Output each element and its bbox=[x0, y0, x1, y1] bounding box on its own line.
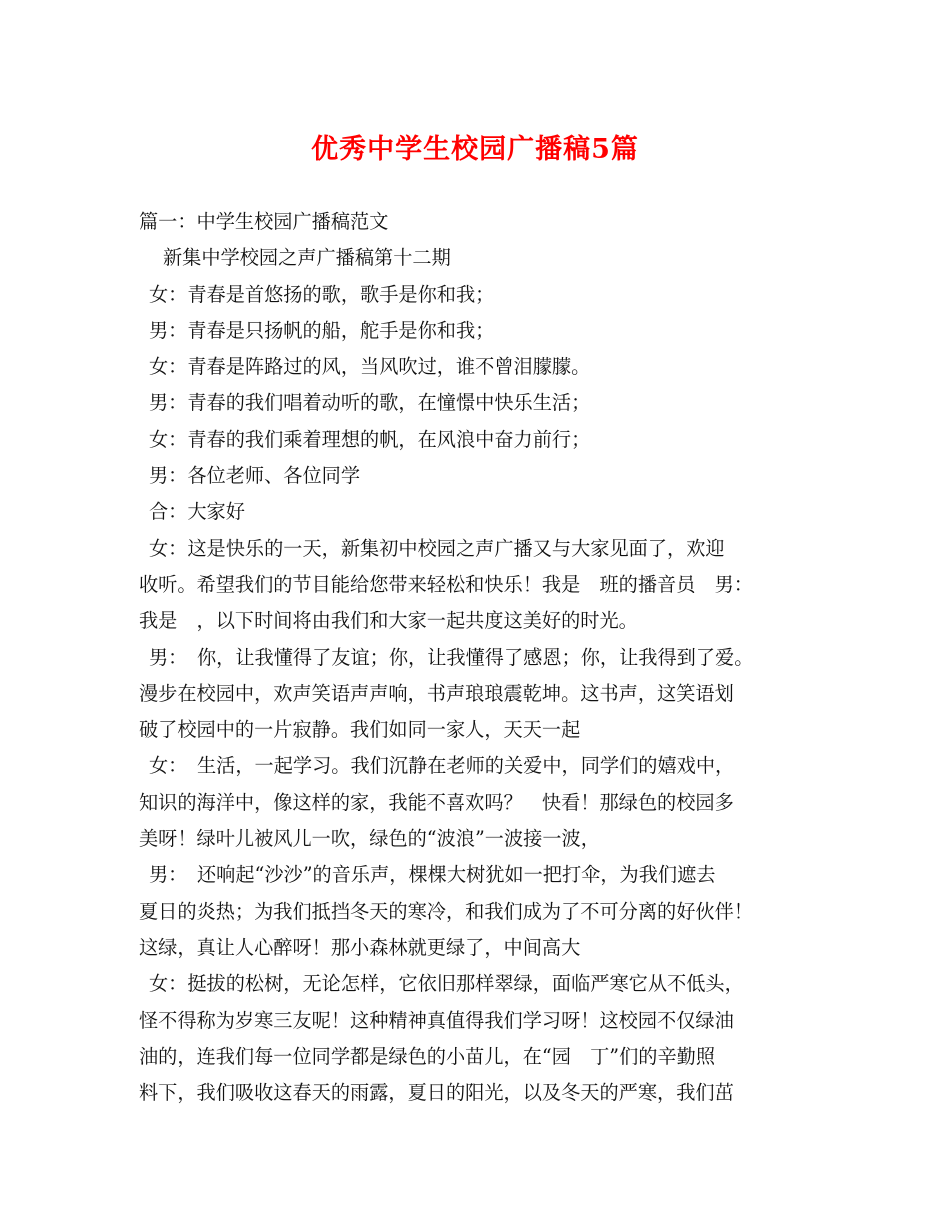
program-subtitle: 新集中学校园之声广播稿第十二期 bbox=[163, 246, 451, 270]
script-line: 女：青春的我们乘着理想的帆，在风浪中奋力前行； bbox=[149, 427, 591, 451]
script-line: 女：青春是首悠扬的歌，歌手是你和我； bbox=[149, 282, 495, 306]
script-line: 美呀！绿叶儿被风儿一吹，绿色的“波浪”一波接一波， bbox=[139, 827, 600, 851]
script-line: 漫步在校园中，欢声笑语声声响，书声琅琅震乾坤。这书声，这笑语划 bbox=[139, 681, 734, 705]
script-line: 夏日的炎热；为我们抵挡冬天的寒冷，和我们成为了不可分离的好伙伴！ bbox=[139, 899, 753, 923]
script-line: 男：青春的我们唱着动听的歌，在憧憬中快乐生活； bbox=[149, 391, 591, 415]
script-line: 女：这是快乐的一天，新集初中校园之声广播又与大家见面了，欢迎 bbox=[149, 536, 725, 560]
script-line: 女：青春是阵路过的风，当风吹过，谁不曾泪朦朦。 bbox=[149, 355, 591, 379]
section-heading: 篇一：中学生校园广播稿范文 bbox=[139, 210, 389, 233]
script-line: 收听。希望我们的节目能给您带来轻松和快乐！我是 班的播音员 男： bbox=[139, 572, 753, 596]
document-body bbox=[139, 204, 819, 1111]
script-line: 料下，我们吸收这春天的雨露，夏日的阳光，以及冬天的严寒，我们茁 bbox=[139, 1081, 734, 1105]
script-line: 怪不得称为岁寒三友呢！这种精神真值得我们学习呀！这校园不仅绿油 bbox=[139, 1008, 734, 1032]
script-line: 合：大家好 bbox=[149, 500, 245, 524]
script-line: 我是 ，以下时间将由我们和大家一起共度这美好的时光。 bbox=[139, 609, 638, 633]
script-line: 这绿，真让人心醉呀！那小森林就更绿了，中间高大 bbox=[139, 935, 581, 959]
document-title: 优秀中学生校园广播稿5篇 bbox=[311, 134, 639, 165]
script-line: 男： 还响起“沙沙”的音乐声，棵棵大树犹如一把打伞，为我们遮去 bbox=[149, 863, 716, 887]
script-line: 破了校园中的一片寂静。我们如同一家人，天天一起 bbox=[139, 718, 581, 742]
script-line: 女： 生活，一起学习。我们沉静在老师的关爱中，同学们的嬉戏中， bbox=[149, 754, 735, 778]
script-line: 女：挺拔的松树，无论怎样，它依旧那样翠绿，面临严寒它从不低头， bbox=[149, 972, 744, 996]
script-line: 男：青春是只扬帆的船，舵手是你和我； bbox=[149, 318, 495, 342]
script-line: 知识的海洋中，像这样的家，我能不喜欢吗？ 快看！那绿色的校园多 bbox=[139, 790, 734, 814]
script-line: 油的，连我们每一位同学都是绿色的小苗儿，在“园 丁”们的辛勤照 bbox=[139, 1044, 716, 1068]
script-line: 男： 你，让我懂得了友谊；你，让我懂得了感恩；你，让我得到了爱。 bbox=[149, 645, 754, 669]
script-line: 男：各位老师、各位同学 bbox=[149, 464, 361, 488]
